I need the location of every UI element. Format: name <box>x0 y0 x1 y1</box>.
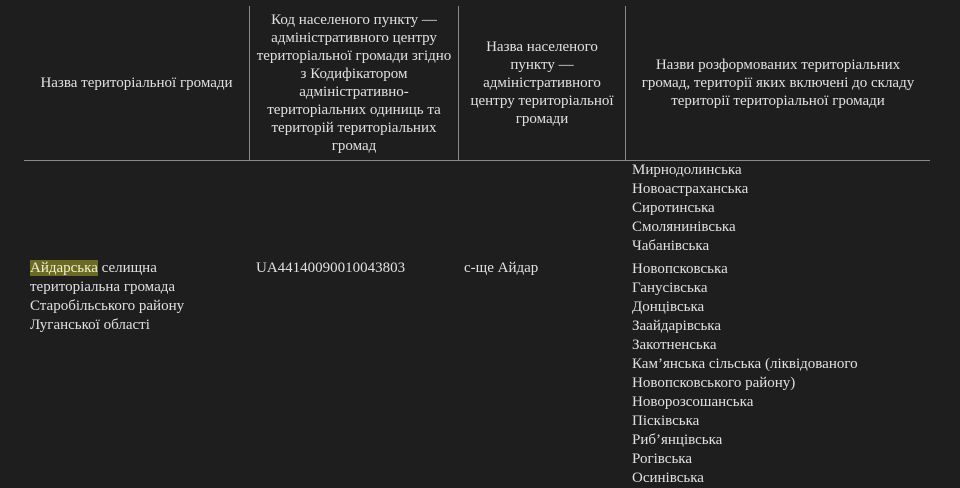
header-admin-center <box>459 6 625 160</box>
list-item: Чабанівська <box>632 238 710 254</box>
list-item: Сиротинська <box>632 200 715 216</box>
list-item: Пісківська <box>632 413 700 429</box>
list-item: Ганусівська <box>632 280 708 296</box>
cell-community-name <box>30 259 245 335</box>
list-item: Новоастраханська <box>632 181 749 197</box>
list-item: Осинівська <box>632 470 704 486</box>
merged-list <box>632 161 928 488</box>
search-highlight: Айдарська <box>30 260 98 276</box>
community-name-rest: селищна територіальна громада Старобільського району Луганської області <box>30 260 185 333</box>
header-settlement-code-text: Код населеного пункту — адміністративного центру територіальної громади згідно з Кодифікатором адміністративно-територіальних одиниць та територій територіальних громад <box>256 12 452 154</box>
list-item: Заайдарівська <box>632 318 722 334</box>
list-item: Смолянинівська <box>632 219 736 235</box>
list-item: Донцівська <box>632 299 705 315</box>
cell-settlement-code: UA44140090010043803 <box>256 260 406 276</box>
table <box>24 6 930 487</box>
list-item: Риб’янцівська <box>632 432 723 448</box>
header-merged-communities-text: Назви розформованих територіальних громад, території яких включені до складу території територіальної громади <box>641 57 915 109</box>
header-community-name <box>24 6 249 160</box>
list-item: Новопсковська <box>632 261 728 277</box>
list-item: Рогівська <box>632 451 692 467</box>
list-item: Закотненська <box>632 337 717 353</box>
list-item: Мирнодолинська <box>632 162 742 178</box>
header-merged-communities <box>626 6 930 160</box>
header-community-name-text: Назва територіальної громади <box>40 75 233 91</box>
cell-admin-center: с-ще Айдар <box>464 260 539 276</box>
header-settlement-code <box>250 6 458 160</box>
list-item: Кам’янська сільська (ліквідованого Новопсковського району) <box>632 356 858 391</box>
header-admin-center-text: Назва населеного пункту — адміністративного центру територіальної громади <box>470 39 614 127</box>
list-item: Новорозсошанська <box>632 394 754 410</box>
cell-merged-communities <box>632 161 928 488</box>
